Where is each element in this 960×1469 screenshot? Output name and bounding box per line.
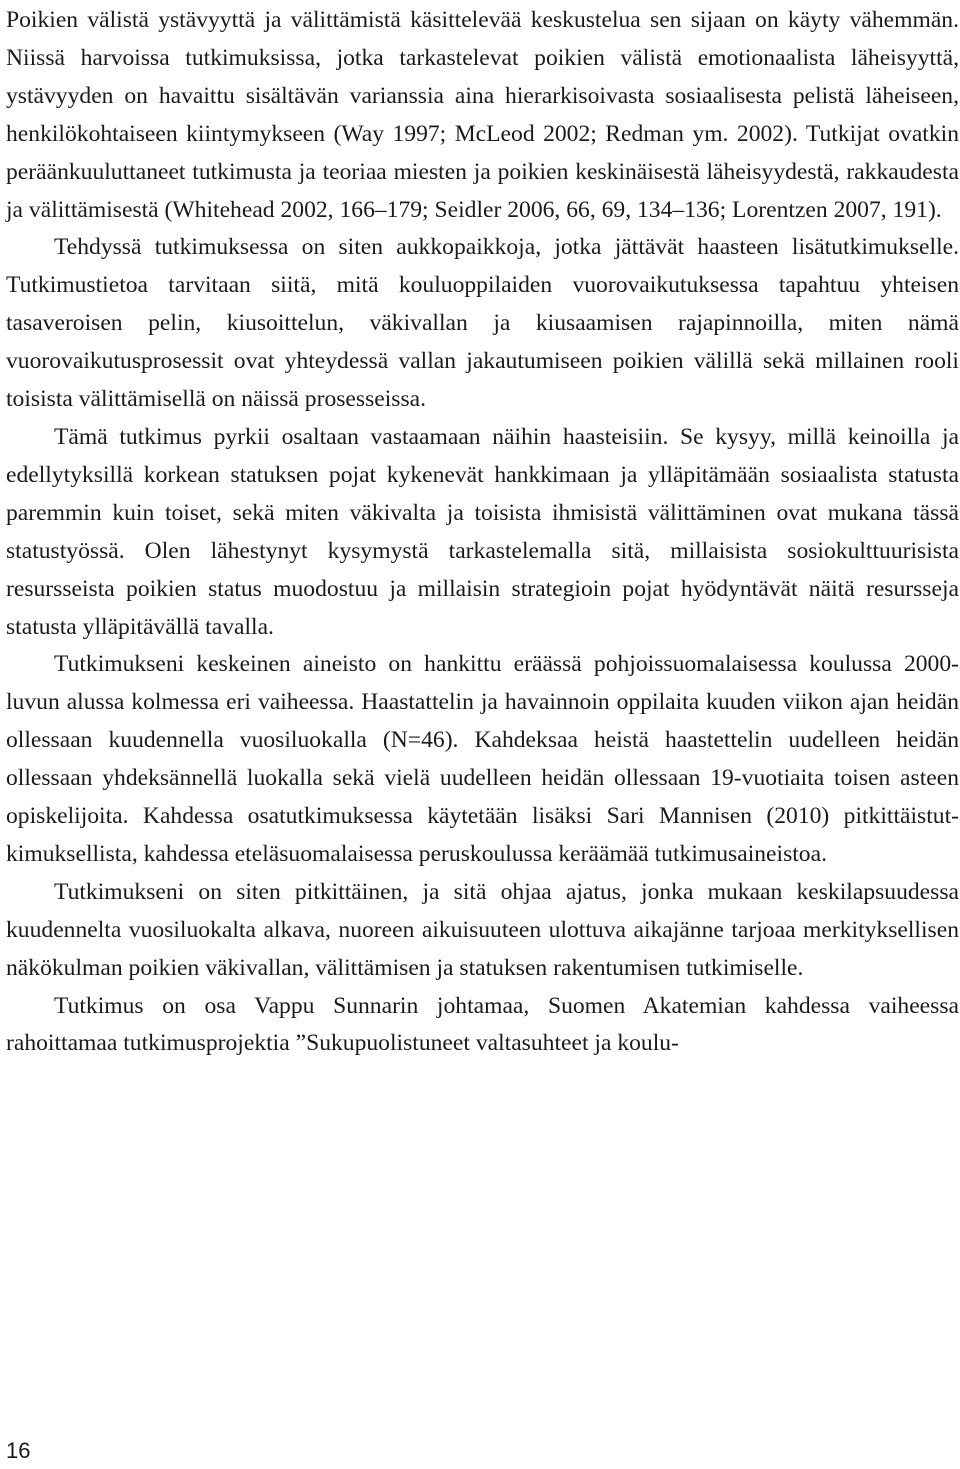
paragraph-2: Tehdyssä tutkimuksessa on siten aukkopaikkoja, jotka jättävät haasteen lisätutkimukselle. Tutkimustietoa tarvitaan siitä, mitä kouluoppilaiden vuorovaikutuksessa tapahtuu yhteisen tasaveroisen pelin, kiusoittelun, väkivallan ja kiusaamisen rajapinnoilla, miten nämä vuorovaikutusprosessit ovat yhteydessä vallan jakautumiseen poikien välillä sekä millainen rooli toisista välittämisellä on näissä prosesseissa. xyxy=(6,234,959,413)
paragraph-3: Tämä tutkimus pyrkii osaltaan vastaamaan näihin haasteisiin. Se kysyy, millä keinoilla ja edellytyksillä korkean statuksen pojat kykenevät hankkimaan ja ylläpitämään sosiaalista statusta paremmin kuin toiset, sekä miten väkivalta ja toisista ihmisistä välittäminen ovat mukana tässä statustyössä. Olen lähestynyt kysymystä tarkastelemalla sitä, millaisista sosiokulttuurisista resursseista poikien status muodostuu ja millaisin strategioin pojat hyödyntävät näitä resursseja statusta ylläpitävällä tavalla. xyxy=(6,423,959,640)
page-number: 16 xyxy=(6,1438,31,1463)
paragraph-1: Poikien välistä ystävyyttä ja välittämistä käsittelevää keskustelua sen sijaan on käyty vähemmän. Niissä harvoissa tutkimuksissa, jotka tarkastelevat poikien välistä emotionaalista läheisyyttä, ystävyyden on havaittu sisältävän varianssia aina hierarkisoivasta sosiaalisesta pelistä läheiseen, henkilökohtaiseen kiintymykseen (Way 1997; McLeod 2002; Redman ym. 2002). Tutkijat ovatkin peräänkuuluttaneet tutkimusta ja teoriaa miesten ja poikien keskinäisestä läheisyydestä, rakkaudesta ja välittämisestä (Whitehead 2002, 166–179; Seidler 2006, 66, 69, 134–136; Lorentzen 2007, 191). xyxy=(6,7,959,223)
paragraph-4: Tutkimukseni keskeinen aineisto on hankittu eräässä pohjoissuomalaisessa koulussa 2000-luvun alussa kolmessa eri vaiheessa. Haastattelin ja havainnoin oppilaita kuuden viikon ajan heidän ollessaan kuudennella vuosiluokalla (N=46). Kahdeksaa heistä haastettelin uudelleen heidän ollessaan yhdeksännellä luokalla sekä vielä uudelleen heidän ollessaan 19-vuotiaita toisen asteen opiskelijoita. Kahdessa osatutkimuksessa käytetään lisäksi Sari Mannisen (2010) pitkittäistutkimuksellista, kahdessa eteläsuomalaisessa peruskoulussa keräämää tutkimusaineistoa. xyxy=(6,651,959,867)
paragraph-6: Tutkimus on osa Vappu Sunnarin johtamaa, Suomen Akatemian kahdessa vaiheessa rahoittamaa tutkimusprojektia ”Sukupuolistuneet valtasuhteet ja koulu- xyxy=(6,992,959,1057)
document-body xyxy=(6,2,959,1063)
paragraph-5: Tutkimukseni on siten pitkittäinen, ja sitä ohjaa ajatus, jonka mukaan keskilapsuudessa kuudennelta vuosiluokalta alkava, nuoreen aikuisuuteen ulottuva aikajänne tarjoaa merkityksellisen näkökulman poikien väkivallan, välittämisen ja statuksen rakentumisen tutkimiselle. xyxy=(6,878,959,981)
